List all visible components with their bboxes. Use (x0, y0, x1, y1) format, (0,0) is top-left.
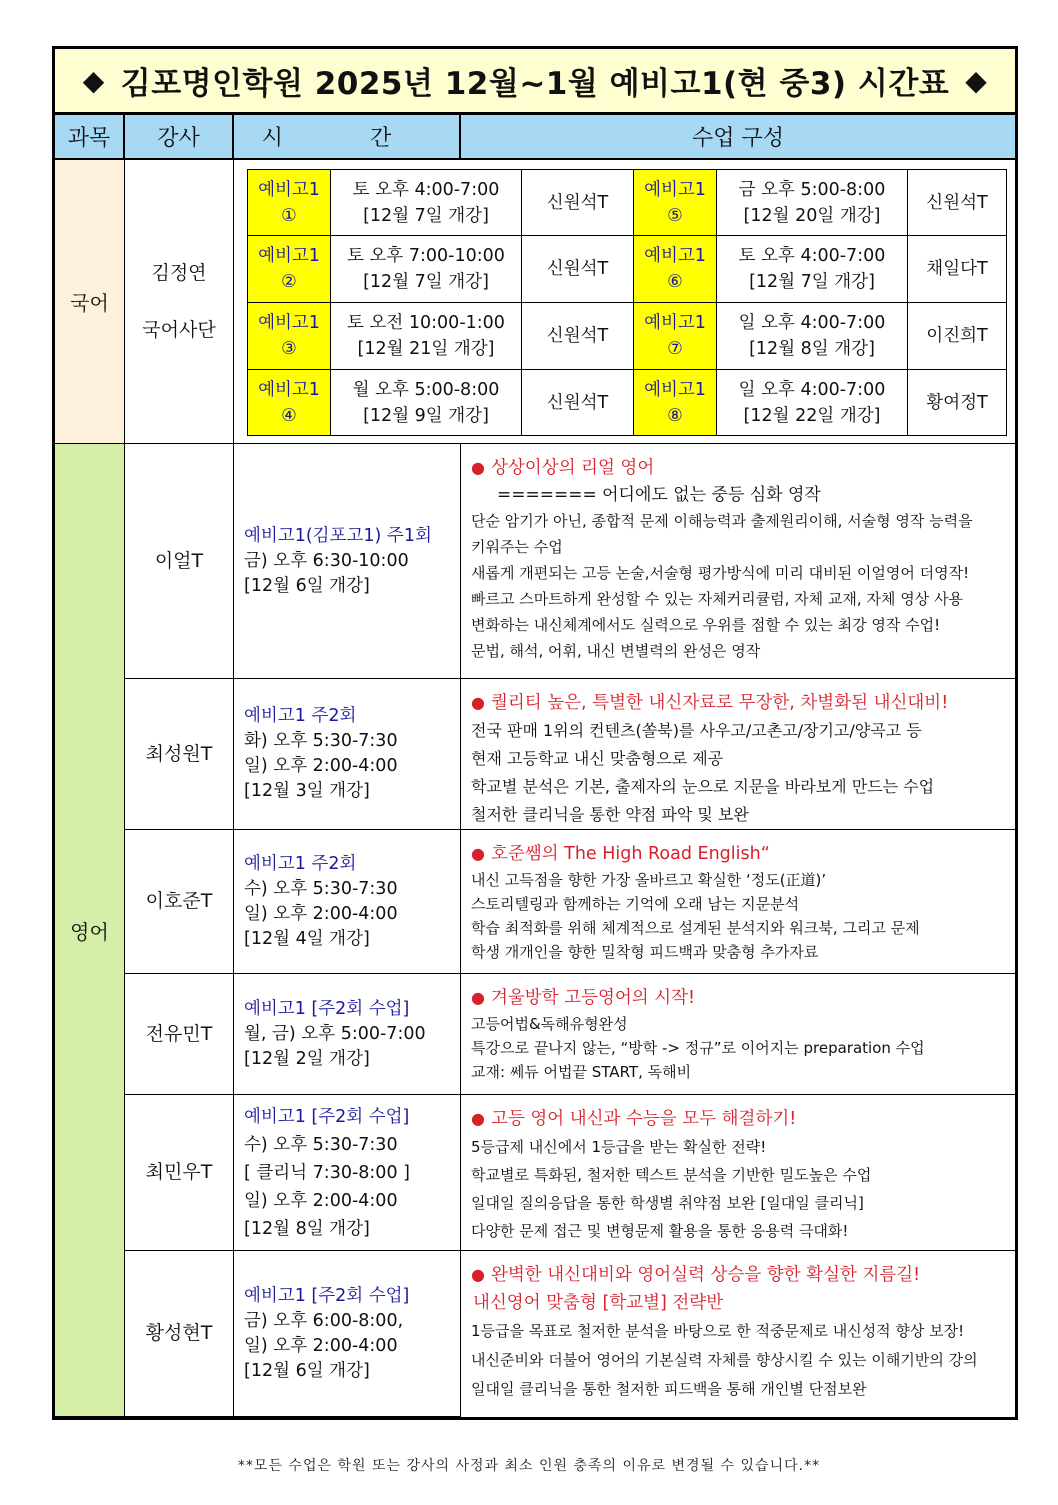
title-text: 김포명인학원 2025년 12월~1월 예비고1(현 중3) 시간표 (120, 66, 950, 102)
class-code: 예비고1 ⑦ (634, 303, 717, 370)
description-line: 다양한 문제 접근 및 변형문제 활용을 통한 응용력 극대화! (471, 1222, 849, 1240)
description-headline: ● 상상이상의 리얼 영어 (471, 458, 655, 478)
time-line: 일) 오후 2:00-4:00 (244, 1190, 398, 1211)
class-time: 토 오후 4:00-7:00 [12월 7일 개강] (331, 170, 522, 236)
english-teacher: 황성현T (125, 1251, 234, 1417)
description-line: 5등급제 내신에서 1등급을 받는 확실한 전략! (471, 1138, 767, 1156)
description-line: 일대일 질의응답을 통한 학생별 취약점 보완 [일대일 클리닉] (471, 1194, 864, 1212)
header-teacher: 강사 (125, 115, 234, 160)
time-line: [ 클리닉 7:30-8:00 ] (244, 1162, 410, 1183)
class-code: 예비고1 ④ (248, 370, 331, 436)
time-line: [12월 6일 개강] (244, 575, 370, 596)
bullet-icon: ● (471, 1109, 485, 1128)
class-time: 토 오전 10:00-1:00 [12월 21일 개강] (331, 303, 522, 370)
header-time: 시 간 (234, 115, 461, 160)
description-line: 새롭게 개편되는 고등 논술,서술형 평가방식에 미리 대비된 이얼영어 더영작! (471, 564, 970, 582)
bullet-icon: ● (471, 988, 485, 1007)
english-description (461, 444, 1015, 679)
class-teacher: 황여정T (908, 370, 1007, 436)
time-line: [12월 2일 개강] (244, 1048, 370, 1069)
class-time: 일 오후 4:00-7:00 [12월 8일 개강] (717, 303, 908, 370)
english-description (461, 830, 1015, 974)
class-code: 예비고1 ⑧ (634, 370, 717, 436)
class-time: 토 오후 7:00-10:00 [12월 7일 개강] (331, 236, 522, 303)
description-line: 현재 고등학교 내신 맞춤형으로 제공 (471, 749, 724, 768)
description-line: 교재: 쎄듀 어법끝 START, 독해비 (471, 1063, 692, 1081)
english-teacher: 이호준T (125, 830, 234, 974)
description-line: 철저한 클리닉을 통한 약점 파악 및 보완 (471, 805, 749, 824)
description-headline: 내신영어 맞춤형 [학교별] 전략반 (473, 1293, 724, 1313)
korean-teacher (125, 160, 234, 444)
bullet-icon: ● (471, 458, 485, 477)
class-code: 예비고1 ② (248, 236, 331, 303)
time-line: [12월 4일 개강] (244, 928, 370, 949)
description-line: 고등어법&독해유형완성 (471, 1015, 628, 1033)
korean-class-table (247, 169, 1007, 436)
time-line: [12월 3일 개강] (244, 781, 370, 801)
table-row (248, 170, 1007, 236)
description-headline: ● 퀄리티 높은, 특별한 내신자료로 무장한, 차별화된 내신대비! (471, 693, 949, 713)
description-headline: ● 고등 영어 내신과 수능을 모두 해결하기! (471, 1109, 797, 1129)
class-code: 예비고1 ⑤ (634, 170, 717, 236)
english-description (461, 1251, 1015, 1417)
korean-teacher-name: 김정연 (151, 261, 207, 284)
english-time (234, 1251, 461, 1417)
english-description (461, 1095, 1015, 1251)
description-headline: ● 호준쌤의 The High Road English“ (471, 844, 770, 864)
description-line: 단순 암기가 아닌, 종합적 문제 이해능력과 출제원리이해, 서술형 영작 능력을 (471, 512, 973, 530)
description-line: 문법, 해석, 어휘, 내신 변별력의 완성은 영작 (471, 642, 761, 660)
description-headline: ● 완벽한 내신대비와 영어실력 상승을 향한 확실한 지름길! (471, 1265, 921, 1285)
time-line: [12월 6일 개강] (244, 1360, 370, 1381)
description-line: 1등급을 목표로 철저한 분석을 바탕으로 한 적중문제로 내신성적 향상 보장! (471, 1322, 965, 1340)
bullet-icon: ● (471, 693, 485, 712)
english-teacher: 최민우T (125, 1095, 234, 1251)
class-teacher: 채일다T (908, 236, 1007, 303)
english-teacher: 최성원T (125, 679, 234, 830)
time-line: [12월 8일 개강] (244, 1218, 370, 1239)
class-time: 일 오후 4:00-7:00 [12월 22일 개강] (717, 370, 908, 436)
class-teacher: 신원석T (522, 236, 634, 303)
english-time (234, 974, 461, 1095)
time-line: 수) 오후 5:30-7:30 (244, 1134, 398, 1155)
description-line: 특강으로 끝나지 않는, “방학 -> 정규”로 이어지는 preparation 수업 (471, 1039, 925, 1057)
description-line: 내신 고득점을 향한 가장 올바르고 확실한 ‘정도(正道)’ (471, 871, 827, 889)
english-time (234, 679, 461, 830)
time-line: 일) 오후 2:00-4:00 (244, 903, 398, 924)
diamond-icon: ◆ (82, 64, 105, 97)
class-teacher: 신원석T (522, 170, 634, 236)
class-code: 예비고1 ③ (248, 303, 331, 370)
table-row (248, 370, 1007, 436)
description-line: 학교별 분석은 기본, 출제자의 눈으로 지문을 바라보게 만드는 수업 (471, 777, 935, 796)
class-time: 금 오후 5:00-8:00 [12월 20일 개강] (717, 170, 908, 236)
description-line: 빠르고 스마트하게 완성할 수 있는 자체커리큘럼, 자체 교재, 자체 영상 사용 (471, 590, 963, 608)
time-line: 일) 오후 2:00-4:00 (244, 1335, 398, 1356)
english-time (234, 444, 461, 679)
time-line: 화) 오후 5:30-7:30 (244, 731, 398, 751)
course-name: 예비고1 주2회 (244, 853, 357, 874)
time-line: 금) 오후 6:00-8:00, (244, 1310, 404, 1331)
class-time: 월 오후 5:00-8:00 [12월 9일 개강] (331, 370, 522, 436)
description-line: 키워주는 수업 (471, 538, 563, 556)
english-teacher: 이얼T (125, 444, 234, 679)
time-line: 월, 금) 오후 5:00-7:00 (244, 1023, 426, 1044)
class-teacher: 신원석T (522, 303, 634, 370)
description-line: 일대일 클리닉을 통한 철저한 피드백을 통해 개인별 단점보완 (471, 1380, 867, 1398)
bullet-icon: ● (471, 844, 485, 863)
footer-note: **모든 수업은 학원 또는 강사의 사정과 최소 인원 충족의 이유로 변경될 수 있습니다.** (237, 1458, 821, 1474)
course-name: 예비고1 [주2회 수업] (244, 1285, 410, 1306)
schedule-sheet (52, 46, 1018, 1420)
class-teacher: 신원석T (908, 170, 1007, 236)
description-line: 전국 판매 1위의 컨텐츠(쏠북)를 사우고/고촌고/장기고/양곡고 등 (471, 721, 922, 740)
subject-english: 영어 (55, 444, 125, 1417)
description-line: ======= 어디에도 없는 중등 심화 영작 (497, 485, 821, 505)
english-time (234, 1095, 461, 1251)
class-time: 토 오후 4:00-7:00 [12월 7일 개강] (717, 236, 908, 303)
english-teacher: 전유민T (125, 974, 234, 1095)
header-subject: 과목 (55, 115, 125, 160)
description-line: 내신준비와 더불어 영어의 기본실력 자체를 향상시킬 수 있는 이해기반의 강의 (471, 1351, 978, 1369)
description-line: 학생 개개인을 향한 밀착형 피드백과 맞춤형 추가자료 (471, 943, 819, 961)
time-line: 금) 오후 6:30-10:00 (244, 550, 409, 571)
course-name: 예비고1 [주2회 수업] (244, 1106, 410, 1127)
class-teacher: 신원석T (522, 370, 634, 436)
class-code: 예비고1 ⑥ (634, 236, 717, 303)
description-line: 변화하는 내신체계에서도 실력으로 우위를 점할 수 있는 최강 영작 수업! (471, 616, 941, 634)
course-name: 예비고1(김포고1) 주1회 (244, 525, 432, 546)
course-name: 예비고1 주2회 (244, 706, 357, 726)
class-code: 예비고1 ① (248, 170, 331, 236)
class-teacher: 이진희T (908, 303, 1007, 370)
description-line: 학교별로 특화된, 철저한 텍스트 분석을 기반한 밀도높은 수업 (471, 1166, 872, 1184)
diamond-icon: ◆ (965, 64, 988, 97)
time-line: 수) 오후 5:30-7:30 (244, 878, 398, 899)
english-description (461, 974, 1015, 1095)
description-line: 스토리텔링과 함께하는 기억에 오래 남는 지문분석 (471, 895, 800, 913)
bullet-icon: ● (471, 1265, 485, 1284)
english-description (461, 679, 1015, 830)
english-time (234, 830, 461, 974)
time-line: 일) 오후 2:00-4:00 (244, 756, 398, 776)
description-line: 학습 최적화를 위해 체계적으로 설계된 분석지와 워크북, 그리고 문제 (471, 919, 920, 937)
course-name: 예비고1 [주2회 수업] (244, 998, 410, 1019)
korean-teacher-group: 국어사단 (142, 318, 216, 341)
description-headline: ● 겨울방학 고등영어의 시작! (471, 988, 696, 1008)
table-row (248, 236, 1007, 303)
table-row (248, 303, 1007, 370)
page-title (55, 49, 1015, 115)
subject-korean: 국어 (55, 160, 125, 444)
header-composition: 수업 구성 (461, 115, 1015, 160)
